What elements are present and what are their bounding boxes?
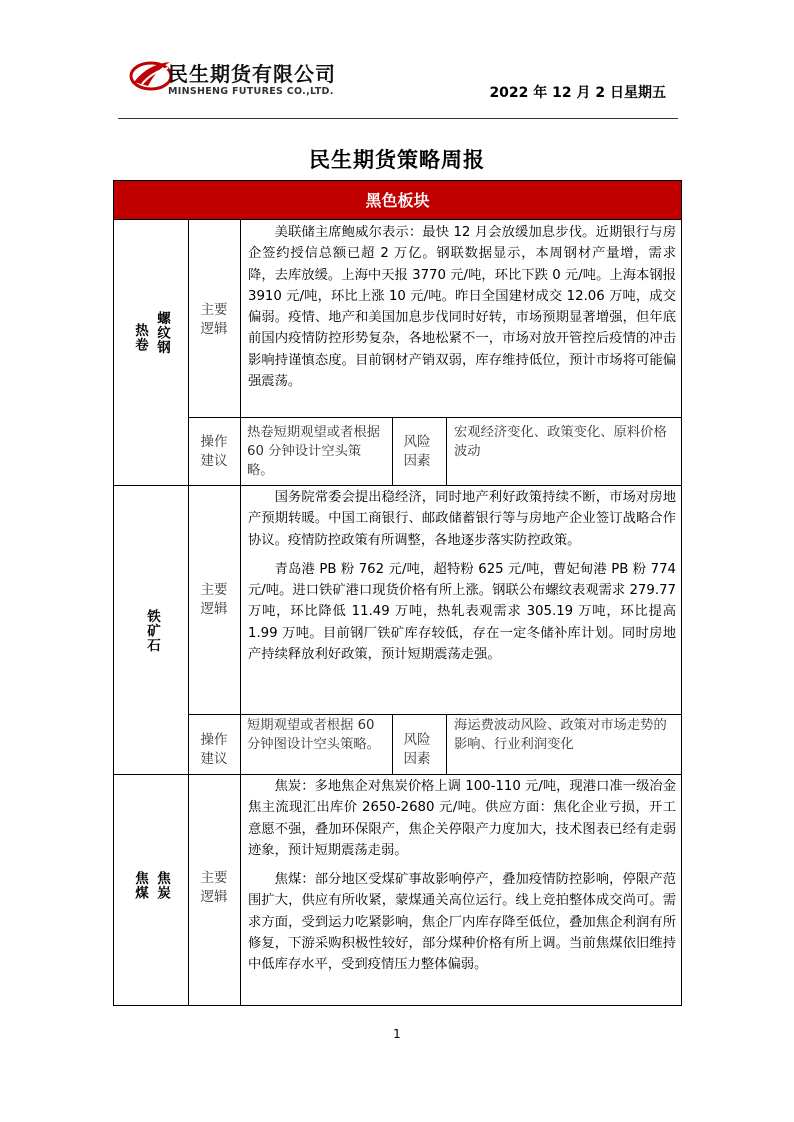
row-divider: [188, 714, 681, 715]
category-rebar: 螺纹钢: [154, 311, 170, 355]
operation-label: 操作建议: [200, 732, 228, 767]
company-name-cn: 民生期货有限公司: [168, 62, 336, 86]
row-divider: [188, 417, 681, 418]
category-coking-coal: 焦煤: [132, 871, 148, 900]
logic-text: [248, 487, 676, 673]
page-title: 民生期货策略周报: [309, 148, 485, 172]
risk-text: 宏观经济变化、政策变化、原料价格波动: [454, 425, 667, 459]
risk-label: 风险因素: [403, 732, 431, 767]
row-divider: [114, 774, 681, 775]
page-number: 1: [393, 1027, 401, 1041]
section-header: 黑色板块: [113, 180, 682, 220]
logic-label: 主要逻辑: [200, 302, 228, 337]
risk-label: 风险因素: [403, 434, 431, 469]
logic-paragraph: 青岛港 PB 粉 762 元/吨，超特粉 625 元/吨，曹妃甸港 PB 粉 774 元/吨。进口铁矿港口现货价格有所上涨。钢联公布螺纹表观需求 279.77 万吨，环比降低 11.49 万吨，热轧表观需求 305.19 万吨，环比提高 1.99 万吨。目前钢厂铁矿库存较低，存在一定冬储补库计划。同时房地产持续释放利好政策，预计短期震荡走强。: [248, 561, 676, 663]
category-coke: 焦炭: [154, 871, 170, 900]
logic-paragraph: 国务院常委会提出稳经济，同时地产利好政策持续不断，市场对房地产预期转暖。中国工商银行、邮政储蓄银行等与房地产企业签订战略合作协议。疫情防控政策有所调整，各地逐步落实防控政策。: [248, 490, 676, 548]
operation-text: 短期观望或者根据 60 分钟图设计空头策略。: [247, 718, 380, 752]
table-bottom-border: [114, 1005, 681, 1006]
logic-label: 主要逻辑: [200, 582, 228, 617]
page-header: [118, 56, 678, 118]
logic-paragraph: 焦煤：部分地区受煤矿事故影响停产，叠加疫情防控影响，停限产范围扩大，供应有所收紧，蒙煤通关高位运行。线上竞拍整体成交尚可。需求方面，受到运力吃紧影响，焦企厂内库存降至低位，叠加焦企利润有所修复，下游采购积极性较好，部分煤种价格有所上调。当前焦煤依旧维持中低库存水平，受到疫情压力整体偏弱。: [248, 872, 676, 973]
logic-text: [248, 776, 676, 984]
risk-text: 海运费波动风险、政策对市场走势的影响、行业利润变化: [454, 718, 667, 752]
strategy-table: [113, 219, 682, 1006]
company-name-en: MINSHENG FUTURES CO.,LTD.: [168, 86, 334, 97]
column-divider: [188, 219, 189, 1006]
logic-label: 主要逻辑: [200, 870, 228, 905]
column-divider: [446, 417, 447, 485]
column-divider: [392, 417, 393, 485]
operation-text: 热卷短期观望或者根据 60 分钟设计空头策略。: [247, 425, 380, 478]
header-divider: [118, 118, 678, 119]
report-date: 2022 年 12 月 2 日星期五: [489, 85, 666, 101]
column-divider: [392, 714, 393, 774]
logic-paragraph: 焦炭：多地焦企对焦炭价格上调 100-110 元/吨，现港口准一级冶金焦主流现汇出库价 2650-2680 元/吨。供应方面：焦化企业亏损，开工意愿不强，叠加环保限产，焦企关停限产力度加大，技术图表已经有走弱迹象，预计短期震荡走弱。: [248, 779, 676, 858]
column-divider: [446, 714, 447, 774]
category-iron-ore: 铁矿石: [144, 609, 160, 653]
column-divider: [240, 219, 241, 1006]
category-hot-rolled: 热卷: [132, 323, 148, 352]
row-divider: [114, 485, 681, 486]
logic-text: [248, 222, 676, 400]
logic-paragraph: 美联储主席鲍威尔表示：最快 12 月会放缓加息步伐。近期银行与房企签约授信总额已超 2 万亿。钢联数据显示，本周钢材产量增，需求降，去库放缓。上海中天报 3770 元/吨，环比下跌 0 元/吨。上海本钢报 3910 元/吨，环比上涨 10 元/吨。昨日全国建材成交 12.06 万吨，成交偏弱。疫情、地产和美国加息步伐同时好转，市场预期显著增强，但年底前国内疫情防控形势复杂，各地松紧不一，市场对放开管控后疫情的冲击影响持谨慎态度。目前钢材产销双弱，库存维持低位，预计市场将可能偏强震荡。: [248, 225, 676, 390]
operation-label: 操作建议: [200, 434, 228, 469]
